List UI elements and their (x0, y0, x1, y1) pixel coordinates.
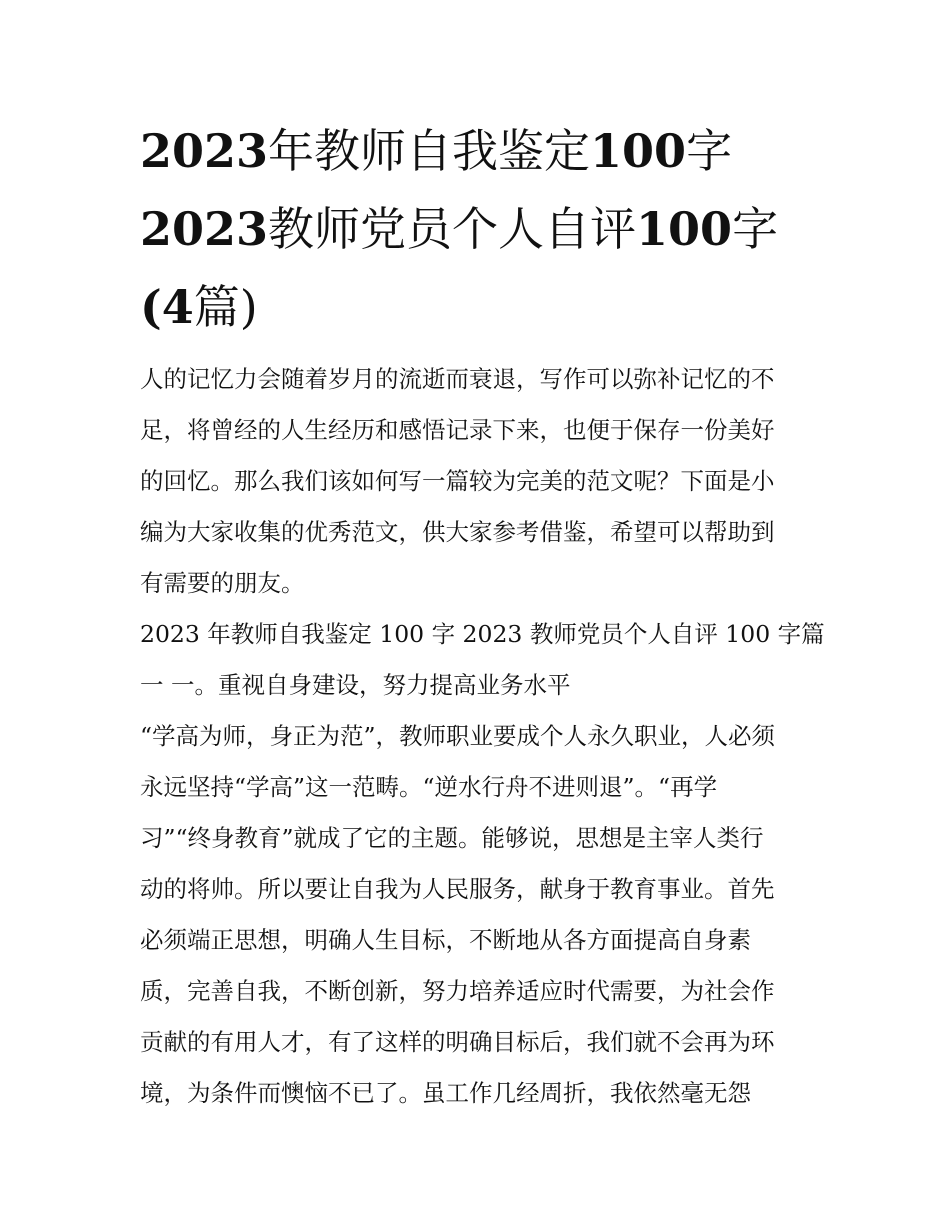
body-line: 有需要的朋友。 (140, 569, 305, 597)
title-line-3 (140, 268, 830, 346)
title-year: 2023 (140, 124, 269, 178)
body-line: 必须端正思想，明确人生目标，不断地从各方面提高自身素 (140, 926, 751, 954)
body-line: 贡献的有用人才，有了这样的明确目标后，我们就不会再为环 (140, 1028, 775, 1056)
body-line: 人的记忆力会随着岁月的流逝而衰退，写作可以弥补记忆的不 (140, 365, 775, 393)
title-number: 100 (590, 124, 687, 178)
body-line: “学高为师，身正为范”，教师职业要成个人永久职业，人必须 (140, 722, 776, 750)
title-count: (4 (140, 280, 194, 334)
body-line: 编为大家收集的优秀范文，供大家参考借鉴，希望可以帮助到 (140, 518, 775, 546)
title-number: 100 (636, 202, 733, 256)
body-line: 境，为条件而懊恼不已了。虽工作几经周折，我依然毫无怨 (140, 1079, 751, 1107)
body-line: 习”“终身教育”就成了它的主题。能够说，思想是主宰人类行 (140, 824, 764, 852)
title-year: 2023 (140, 202, 269, 256)
body-line: 永远坚持“学高”这一范畴。“逆水行舟不进则退”。“再学 (140, 773, 718, 801)
title-text: 字 (732, 202, 779, 256)
title-line-1 (140, 112, 830, 190)
body-line: 的回忆。那么我们该如何写一篇较为完美的范文呢？下面是小 (140, 467, 775, 495)
title-text: 篇) (193, 280, 258, 334)
body-line: 足，将曾经的人生经历和感悟记录下来，也便于保存一份美好 (140, 416, 775, 444)
title-line-2 (140, 190, 830, 268)
section-heading-line: 一 一。重视自身建设，努力提高业务水平 (140, 671, 571, 699)
title-text: 年教师自我鉴定 (268, 124, 591, 178)
title-text: 字 (686, 124, 733, 178)
document-body (140, 354, 830, 1119)
document-page (140, 112, 830, 1119)
section-heading-line: 2023 年教师自我鉴定 100 字 2023 教师党员个人自评 100 字篇 (140, 620, 825, 648)
document-title (140, 112, 830, 346)
body-line: 动的将帅。所以要让自我为人民服务，献身于教育事业。首先 (140, 875, 775, 903)
title-text: 教师党员个人自评 (268, 202, 637, 256)
body-line: 质，完善自我，不断创新，努力培养适应时代需要，为社会作 (140, 977, 775, 1005)
